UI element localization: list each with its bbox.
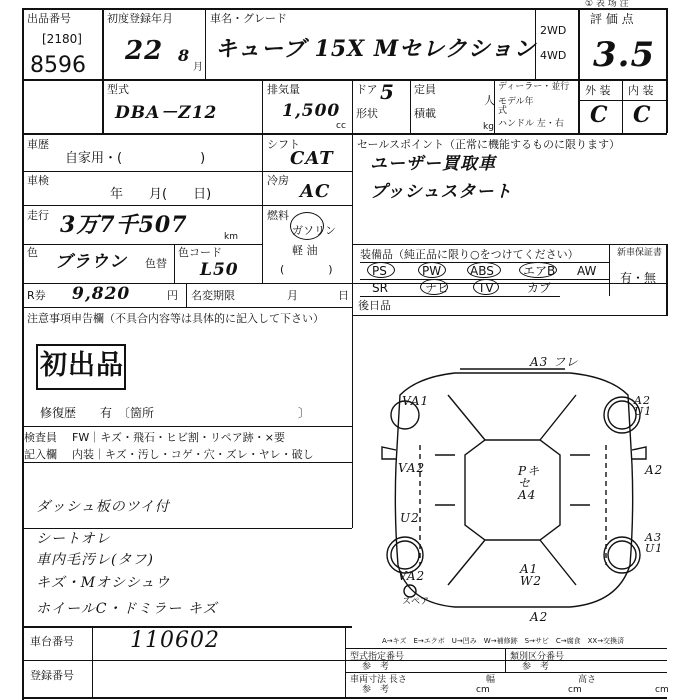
diag-label-a3u1: A3 U1	[645, 531, 664, 555]
inspect-label: 車検	[27, 174, 49, 187]
usage-value: 自家用・( )	[65, 151, 206, 166]
repair-line: 修復歴 有 〔箇所 〕	[40, 406, 311, 420]
equip-tv: TV	[478, 281, 494, 295]
equip-ps-circle	[367, 262, 395, 278]
equip-airbag: エアB	[523, 264, 556, 278]
footer-legend-line	[345, 648, 667, 649]
note-3: 車内毛汚レ(タフ)	[36, 552, 154, 568]
equip-bot-line	[360, 296, 560, 297]
model-year-label: モデル年式	[498, 97, 534, 116]
equip-pw: PW	[422, 264, 442, 278]
legend: A→キズ E→エクボ U→凹み W→補修跡 S→サビ C→腐食 XX→交換済	[382, 637, 625, 645]
equip-navi-circle	[420, 279, 448, 295]
equip-abs-circle	[467, 262, 501, 278]
tax-label: R券	[27, 289, 46, 302]
disp-unit: cc	[336, 121, 346, 131]
model-label: 車名・グレード	[210, 12, 287, 25]
equip-aw: AW	[577, 264, 597, 278]
warranty-label: 新車保証書	[617, 248, 663, 258]
type-value: DBA－Z12	[115, 103, 218, 123]
row-notes-divider	[22, 307, 352, 308]
row-inspector-divider	[22, 426, 352, 427]
sales-point-2: プッシュスタート	[370, 182, 513, 202]
dim-width: 幅	[486, 675, 496, 685]
shape-label: 形状	[356, 107, 378, 120]
diag-label-va2: VA2	[398, 461, 426, 475]
equip-right-border	[666, 244, 668, 316]
equip-navi: ナビ	[425, 281, 450, 295]
row-color-divider	[22, 244, 262, 245]
top-note: ① 表 场 注	[585, 0, 629, 9]
col-expiry-divider	[186, 283, 187, 307]
equip-abs: ABS	[470, 264, 494, 278]
reg-label: 登録番号	[30, 669, 74, 682]
color-code-label: 色コード	[178, 246, 222, 259]
int-label: 内 装	[628, 84, 654, 97]
dim-width-cm: cm	[568, 685, 582, 695]
inspector-row-1: FW｜キズ・飛石・ヒビ割・リペア跡・×要	[72, 431, 285, 444]
note-5: ホイールC・ドミラー キズ	[36, 601, 218, 617]
lot-no-label: 出品番号	[27, 12, 71, 25]
col-reg-divider	[205, 8, 206, 79]
diag-label-front: A3 フレ	[530, 355, 579, 369]
equip-top-divider	[352, 244, 667, 245]
grade-value: 3.5	[593, 35, 656, 75]
ac-label: 冷房	[267, 174, 289, 187]
diag-label-va2-rear: VA2	[398, 569, 426, 583]
equip-pw-circle	[418, 262, 446, 278]
dim-length: 車両寸法 長さ	[350, 675, 407, 685]
equip-ps: PS	[372, 264, 387, 278]
top-border	[22, 8, 667, 10]
mileage-value: 3万7千507	[60, 212, 188, 238]
diag-label-roof: Pキセ A4	[518, 464, 541, 502]
diag-label-spare: スペア	[402, 597, 430, 607]
ext-value: C	[590, 102, 609, 128]
warranty-divider	[609, 244, 610, 296]
mileage-label: 走行	[27, 209, 49, 222]
diag-label-a2-right: A2	[645, 463, 664, 477]
diag-label-u2: U2	[400, 511, 420, 525]
disp-label: 排気量	[267, 83, 300, 96]
drive-4wd: 4WD	[540, 49, 567, 62]
inspector-label-1: 検査員	[24, 431, 57, 444]
diag-label-a2-rear: A2	[530, 610, 549, 624]
class-label: 類別区分番号	[510, 652, 565, 662]
color-change-label: 色替	[145, 257, 167, 270]
shift-value: CAT	[290, 148, 334, 169]
handle-label: ハンドル 左・右	[498, 119, 564, 129]
first-reg-label: 初度登録年月	[107, 12, 173, 25]
sales-point-1: ユーザー買取車	[370, 154, 496, 174]
stamp-text: 初出品	[40, 350, 124, 381]
col-disp-divider	[262, 79, 263, 133]
diag-label-a2u1: A2 U1	[634, 394, 653, 418]
door-label: ドア	[356, 83, 378, 96]
row2-divider	[22, 133, 667, 135]
dim-height: 高さ	[578, 675, 597, 685]
first-reg-month: 8	[178, 46, 191, 65]
col-door-divider	[352, 79, 353, 133]
fuel-label: 燃料	[267, 209, 289, 222]
diag-label-a1w2: A1 W2	[520, 562, 542, 588]
color-value: ブラウン	[55, 252, 127, 272]
col-shift-divider	[262, 133, 263, 283]
tax-unit: 円	[167, 289, 178, 302]
note-4: キズ・Mオシシュウ	[36, 575, 171, 591]
right-border	[666, 8, 668, 133]
ext-int-divider	[622, 79, 623, 133]
left-border	[22, 8, 24, 700]
type-label: 型式	[107, 83, 129, 96]
color-label: 色	[27, 246, 38, 259]
expiry-day: 日	[338, 289, 349, 302]
equip-cover: カブ	[527, 281, 552, 295]
col-capacity-divider	[410, 79, 411, 133]
tax-value: 9,820	[72, 284, 131, 304]
inspector-label-2: 記入欄	[24, 448, 57, 461]
model-value: キューブ 15X Mセレクション	[215, 36, 537, 62]
col-grade-divider	[578, 8, 580, 133]
row-inspect-divider	[22, 171, 352, 172]
footer-class-divider	[505, 648, 506, 672]
equip-title: 装備品（純正品に限り○をつけてください）	[360, 248, 579, 261]
fuel-light: 軽 油	[292, 244, 318, 257]
color-code-value: L50	[200, 260, 239, 280]
inspect-value: 年 月( 日)	[110, 187, 212, 202]
lot-no: 8596	[30, 53, 86, 78]
capacity-unit: 人	[484, 94, 495, 107]
fuel-gas: ガソリン	[292, 224, 336, 237]
fuel-gas-circle	[290, 212, 324, 240]
drive-2wd: 2WD	[540, 24, 567, 37]
dim-length-cm: cm	[476, 685, 490, 695]
footer-dim-line	[345, 672, 667, 673]
first-reg-year: 22	[125, 36, 164, 66]
equip-sr: SR	[372, 281, 388, 295]
hand-lines-1	[22, 528, 352, 529]
chassis-value: 110602	[130, 628, 220, 653]
load-label: 積載	[414, 107, 436, 120]
disp-value: 1,500	[282, 101, 341, 121]
expiry-label: 名変期限	[191, 289, 235, 302]
shift-label: シフト	[267, 138, 300, 151]
int-value: C	[633, 102, 652, 128]
class-ref: 参 考	[522, 662, 550, 672]
inspector-row-2: 内装｜キズ・汚し・コゲ・穴・ズレ・ヤレ・破し	[72, 448, 314, 461]
expiry-month: 月	[287, 289, 298, 302]
sales-label: セールスポイント（正常に機能するものに限ります）	[357, 138, 621, 151]
grade-label: 評 価 点	[590, 12, 634, 26]
back-seat: 後日品	[358, 299, 391, 312]
note-1: ダッシュ板のツイ付	[36, 499, 170, 515]
dim-ref: 参 考	[362, 685, 390, 695]
ext-label: 外 装	[585, 84, 611, 97]
first-reg-month-unit: 月	[193, 62, 203, 73]
row-mileage-divider	[22, 205, 352, 206]
capacity-label: 定員	[414, 83, 436, 96]
door-value: 5	[380, 80, 395, 104]
notes-title: 注意事項申告欄（不具合内容等は具体的に記入して下さい）	[27, 312, 324, 325]
dim-height-cm: cm	[655, 685, 669, 695]
dealer-label: ディーラー・並行	[498, 82, 570, 92]
note-2: シートオレ	[36, 531, 111, 547]
fuel-paren: ( )	[280, 263, 333, 276]
lot-code: [2180]	[42, 32, 82, 46]
col-main-divider	[352, 133, 353, 528]
designated-label: 型式指定番号	[350, 652, 405, 662]
equip-airbag-circle	[519, 262, 557, 278]
equip-tv-circle	[473, 279, 499, 295]
equip-bottom-divider	[352, 315, 667, 316]
warranty-value: 有・無	[620, 271, 657, 285]
col-colorcode-divider	[174, 244, 175, 283]
diag-label-va1: VA1	[402, 394, 430, 408]
mileage-unit: km	[224, 232, 238, 242]
col-lot-divider	[102, 8, 104, 133]
ac-value: AC	[300, 181, 331, 202]
chassis-label: 車台番号	[30, 635, 74, 648]
inspector-bottom	[22, 462, 352, 463]
load-unit: kg	[483, 122, 494, 132]
footer-label-divider	[92, 626, 93, 698]
row1-divider	[22, 79, 667, 81]
usage-label: 車歴	[27, 138, 49, 151]
footer-right-divider	[345, 626, 346, 698]
designated-ref: 参 考	[362, 662, 390, 672]
